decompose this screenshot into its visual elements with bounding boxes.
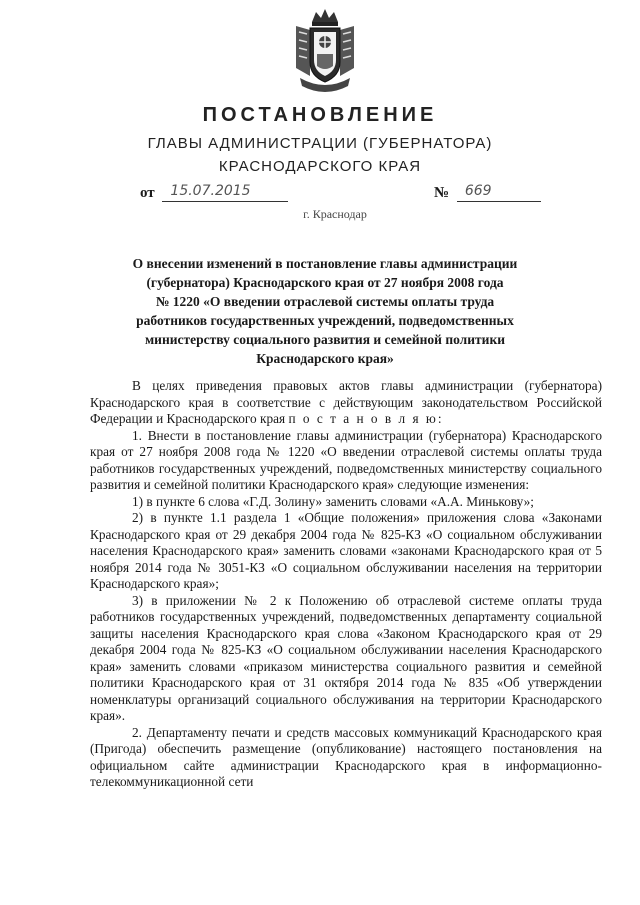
clause-1-2-paragraph: 2) в пункте 1.1 раздела 1 «Общие положения» приложения слова «Законами Краснодарского края от 29 декабря 2004 года № 825-КЗ «О социальном обслуживании населения Краснодарского края» заменить словами «законами Краснодарского края от 5 ноября 2014 года № 3051-КЗ «О социальном обслуживании населения на территории Краснодарского края»; [90, 510, 602, 591]
document-body [90, 378, 602, 791]
clause-1-1-paragraph: 1) в пункте 6 слова «Г.Д. Золину» заменить словами «А.А. Минькову»; [132, 493, 534, 509]
region-heading: КРАСНОДАРСКОГО КРАЯ [218, 158, 422, 175]
date-label: от [140, 185, 155, 201]
number-value: 669 [457, 183, 541, 202]
clause-1-3-paragraph: 3) в приложении № 2 к Положению об отраслевой системе оплаты труда работников государственных учреждений, подведомственных департаменту социальной защиты населения Краснодарского края слова «Законом Краснодарского края от 29 декабря 2004 года № 825-КЗ «О социальном обслуживании населения Краснодарского края» заменить словами «приказом министерства социального развития и семейной политики Краснодарского края от 31 октября 2014 года № 835 «Об утверждении номенклатуры организаций социального обслуживания на территории Краснодарского края». [90, 592, 602, 723]
preamble-paragraph [90, 378, 602, 428]
number-field [434, 183, 541, 202]
title-line: № 1220 «О введении отраслевой системы оплаты труда [155, 294, 495, 309]
document-title [110, 254, 540, 368]
title-line: работников государственных учреждений, подведомственных [136, 313, 514, 328]
date-value: 15.07.2015 [162, 183, 288, 202]
document-type-heading: ПОСТАНОВЛЕНИЕ [202, 104, 438, 126]
clause-2-paragraph: 2. Департаменту печати и средств массовых коммуникаций Краснодарского края (Пригода) обеспечить размещение (опубликование) настоящего постановления на официальном сайте администрации Краснодарского края в информационно-телекоммуникационной сети [90, 724, 602, 789]
date-field [140, 183, 288, 202]
issuer-heading: ГЛАВЫ АДМИНИСТРАЦИИ (ГУБЕРНАТОРА) [147, 135, 493, 152]
title-line: О внесении изменений в постановление главы администрации [132, 256, 518, 271]
coat-of-arms-icon [290, 6, 360, 94]
title-line: Краснодарского края» [256, 351, 394, 366]
city-label: г. Краснодар [303, 207, 367, 221]
resolve-word: п о с т а н о в л я ю: [288, 411, 444, 426]
title-line: министерству социального развития и семейной политики [144, 332, 506, 347]
preamble-text: В целях приведения правовых актов главы администрации (губернатора) Краснодарского края в соответствие с действующим законодательством Российской Федерации и Краснодарского края [90, 378, 602, 426]
title-line: (губернатора) Краснодарского края от 27 ноября 2008 года [146, 275, 504, 290]
clause-1-paragraph: 1. Внести в постановление главы администрации (губернатора) Краснодарского края от 27 ноября 2008 года № 1220 «О введении отраслевой системы оплаты труда работников государственных учреждений, подведомственных министерству социального развития и семейной политики Краснодарского края» следующие изменения: [90, 427, 602, 492]
number-label: № [434, 185, 450, 201]
